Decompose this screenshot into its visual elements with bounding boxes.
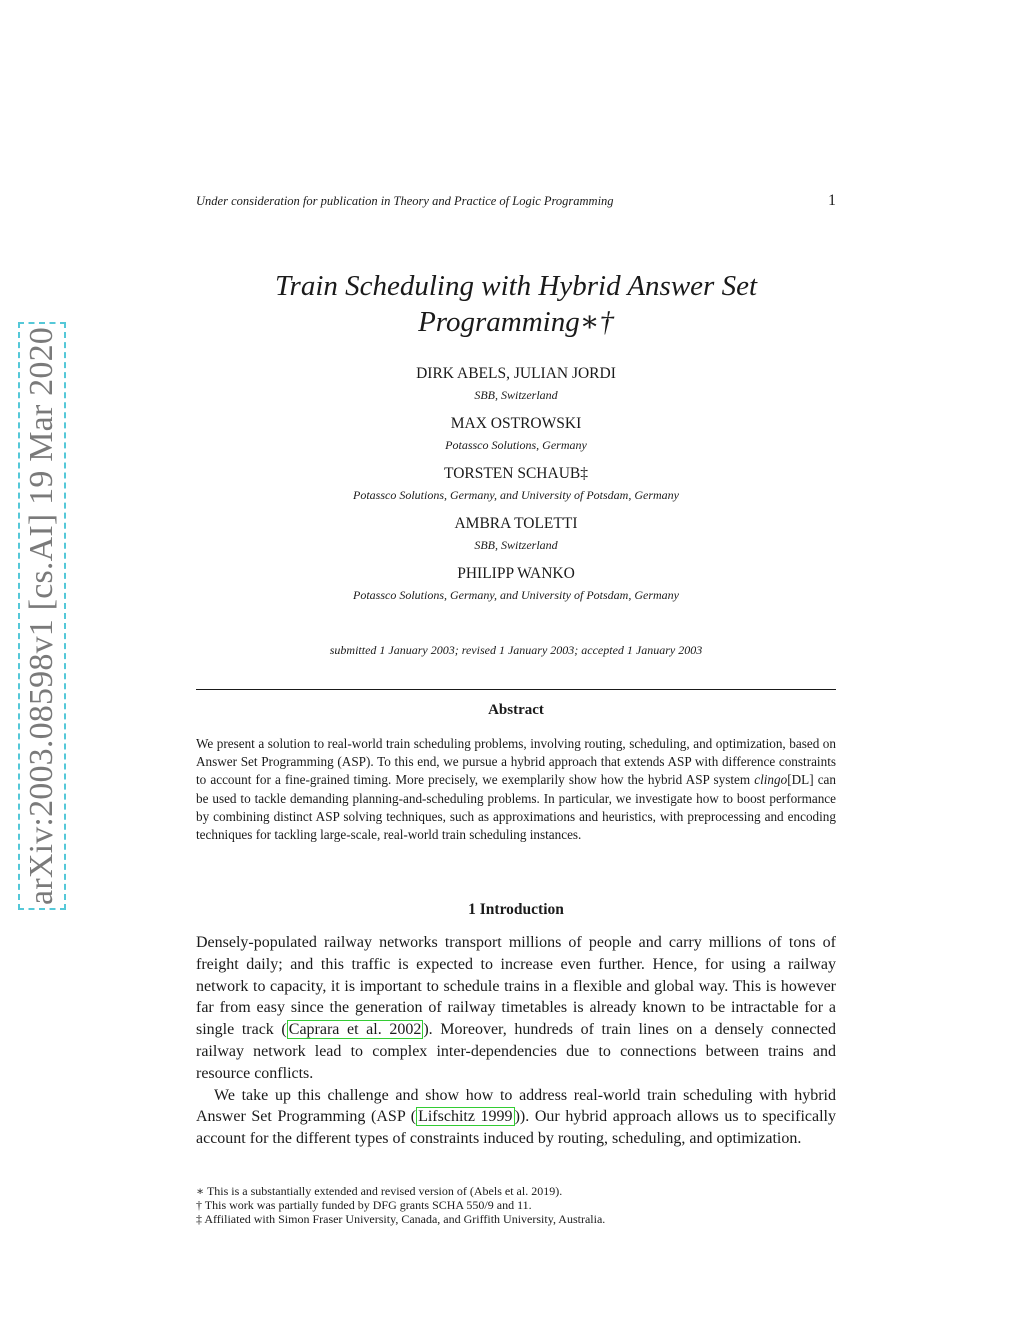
body-text-part: )). Our hybrid approach allows us to specifically account for the different types of constraints induced by routing, scheduling, and optimization. (196, 1108, 836, 1148)
author-name: DIRK ABELS, JULIAN JORDI (416, 365, 616, 382)
submission-dates: submitted 1 January 2003; revised 1 January 2003; accepted 1 January 2003 (329, 643, 703, 657)
author-affiliation: SBB, Switzerland (474, 538, 558, 552)
abstract-heading: Abstract (488, 702, 544, 718)
footnote: ∗ This is a substantially extended and revised version of (Abels et al. 2019). (196, 1184, 563, 1198)
author-list (196, 364, 836, 614)
title-line-2: Programming∗† (418, 306, 614, 338)
author-block (196, 514, 836, 554)
running-head: Under consideration for publication in Theory and Practice of Logic Programming (196, 194, 614, 208)
body-paragraph (196, 1085, 836, 1150)
author-name: PHILIPP WANKO (457, 565, 575, 582)
introduction-body (196, 932, 836, 1150)
citation-link[interactable]: Lifschitz 1999 (418, 1108, 513, 1126)
author-block (196, 464, 836, 504)
paper-title (196, 268, 836, 340)
body-text-part: We take up this challenge and show how to address real-world train scheduling with hybrid Answer Set Programming (ASP ( (196, 1086, 836, 1126)
author-affiliation: Potassco Solutions, Germany, and University of Potsdam, Germany (353, 488, 679, 502)
body-text-part: Densely-populated railway networks transport millions of people and carry millions of tons of freight daily; and this traffic is expected to increase even further. Hence, for using a railway network to capacity, it is important to schedule trains in a flexible and global way. This is however far from easy since the generation of railway timetables is already known to be intractable for a single track ( (196, 934, 836, 1039)
footnotes (196, 1184, 836, 1226)
author-block (196, 564, 836, 604)
author-affiliation: Potassco Solutions, Germany, and University of Potsdam, Germany (353, 588, 679, 602)
title-line-1: Train Scheduling with Hybrid Answer Set (275, 270, 757, 302)
page-number: 1 (828, 192, 836, 209)
author-affiliation: SBB, Switzerland (474, 388, 558, 402)
footnote: † This work was partially funded by DFG grants SCHA 550/9 and 11. (196, 1198, 532, 1212)
abstract-body (196, 735, 836, 844)
section-heading-introduction: 1 Introduction (468, 901, 564, 918)
arxiv-identifier: arXiv:2003.08598v1 [cs.AI] 19 Mar 2020 (23, 327, 61, 905)
footnote: ‡ Affiliated with Simon Fraser University, Canada, and Griffith University, Australia. (196, 1212, 606, 1226)
abstract-text-part: We present a solution to real-world train scheduling problems, involving routing, scheduling, and optimization, based on Answer Set Programming (ASP). To this end, we pursue a hybrid approach that extends ASP with difference constraints to account for a fine-grained timing. More precisely, we exemplarily show how the hybrid ASP system (196, 736, 836, 788)
body-paragraph (196, 932, 836, 1085)
author-name: AMBRA TOLETTI (454, 515, 578, 532)
system-name: clingo (754, 772, 788, 788)
arxiv-side-stamp (18, 322, 66, 910)
abstract-text-part: [DL] can be used to tackle demanding planning-and-scheduling problems. In particular, we investigate how to boost performance by combining distinct ASP solving techniques, such as approximations and heuristics, with preprocessing and encoding techniques for tackling large-scale, real-world train scheduling instances. (196, 772, 837, 843)
author-affiliation: Potassco Solutions, Germany (445, 438, 587, 452)
citation-link[interactable]: Caprara et al. 2002 (288, 1021, 422, 1039)
horizontal-rule (196, 689, 836, 690)
author-block (196, 364, 836, 404)
body-text-part: ). Moreover, hundreds of train lines on a densely connected railway network lead to complex inter-dependencies due to connections between trains and resource conflicts. (196, 1021, 837, 1082)
author-name: TORSTEN SCHAUB‡ (444, 465, 588, 482)
author-block (196, 414, 836, 454)
abstract-paragraph (196, 735, 836, 844)
author-name: MAX OSTROWSKI (450, 415, 582, 432)
